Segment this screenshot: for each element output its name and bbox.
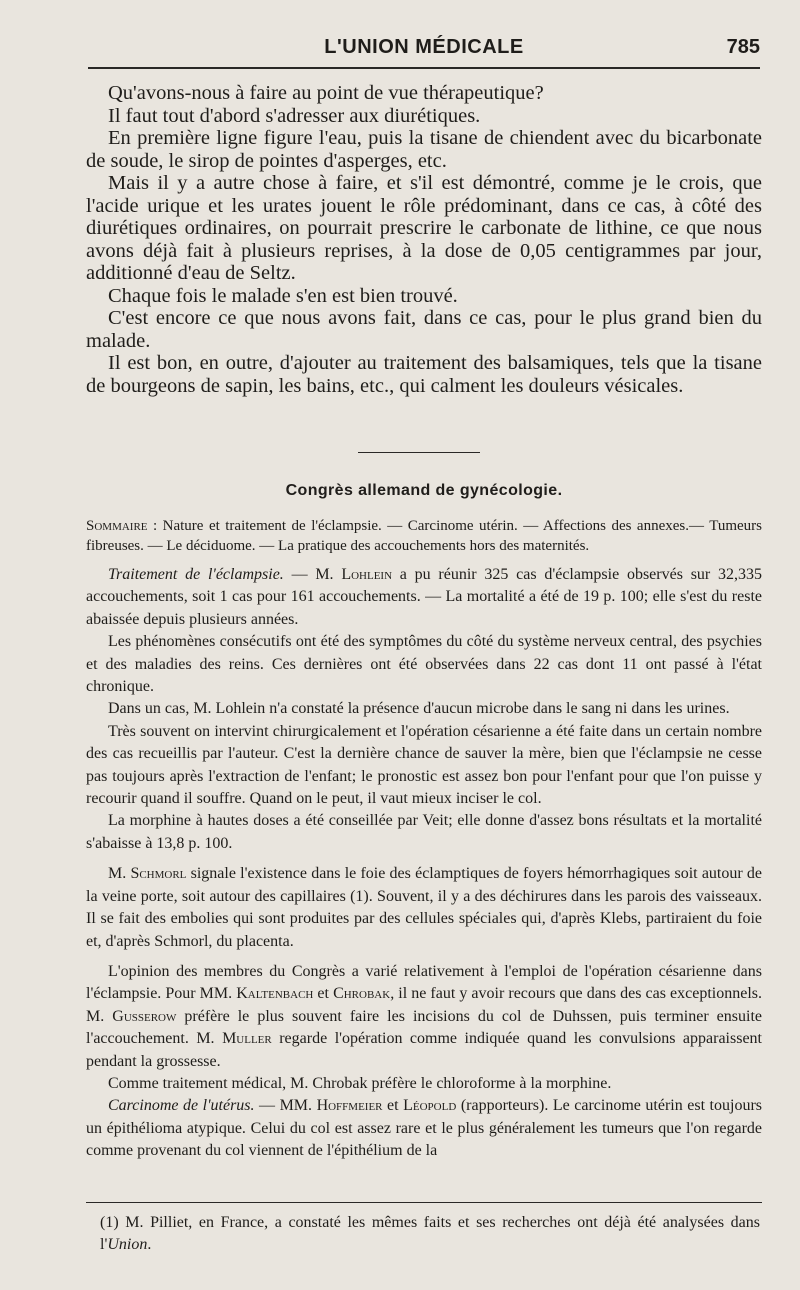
footnote-text: (1) M. Pilliet, en France, a constaté les mêmes faits et ses recherches ont déjà été analysées dans l' <box>100 1214 760 1253</box>
paragraph: Les phénomènes consécutifs ont été des symptômes du côté du système nerveux central, des psychies et des maladies des reins. Ces dernières ont été observées dans 22 cas dont 11 ont passé à l'état chronique. <box>86 633 762 696</box>
author-name: Kaltenbach <box>236 985 314 1003</box>
paragraph: Il est bon, en outre, d'ajouter au traitement des balsamiques, tels que la tisane de bourgeons de sapin, les bains, etc., qui calment les douleurs vésicales. <box>86 352 762 397</box>
paragraph: Traitement de l'éclampsie. — M. Lohlein a pu réunir 325 cas d'éclampsie observés sur 32,335 accouchements, soit 1 cas pour 161 accouchements. — La mortalité a été de 19 p. 100; elle s'est du reste abaissée depuis plusieurs années. <box>86 566 763 628</box>
paragraph: Qu'avons-nous à faire au point de vue thérapeutique? <box>108 82 544 104</box>
author-name: Hoffmeier <box>316 1097 383 1115</box>
author-name: Schmorl <box>130 865 187 883</box>
section-separator <box>358 452 480 453</box>
paragraph-heading: Carcinome de l'utérus. <box>108 1097 255 1115</box>
paragraph: L'opinion des membres du Congrès a varié relativement à l'emploi de l'opération césarienne dans l'éclampsie. Pour MM. Kaltenbach et Chrobak, il ne faut y avoir recours que dans des cas exceptionnels. M. Gusserow préfère le plus souvent faire les incisions du col de Duhssen, puis terminer ensuite l'accouchement. M. Muller regarde l'opération comme indiquée quand les convulsions apparaissent pendant la grossesse. <box>86 962 763 1070</box>
paragraph: Il faut tout d'abord s'adresser aux diurétiques. <box>108 104 481 127</box>
sommaire-label: Sommaire <box>86 518 148 534</box>
footnote-journal: Union <box>107 1236 148 1253</box>
paragraph: La morphine à hautes doses a été conseillée par Veit; elle donne d'assez bons résultats et la mortalité s'abaisse à 13,8 p. 100. <box>86 812 762 852</box>
header-rule <box>88 67 760 69</box>
section-title: Congrès allemand de gynécologie. <box>285 482 563 499</box>
paragraph: Comme traitement médical, M. Chrobak préfère le chloroforme à la morphine. <box>108 1074 612 1092</box>
sommaire <box>86 516 762 556</box>
page-number: 785 <box>726 36 760 58</box>
top-text-block <box>86 82 762 397</box>
paragraph: En première ligne figure l'eau, puis la tisane de chiendent avec du bicarbonate de soude, le sirop de pointes d'asperges, etc. <box>86 127 762 172</box>
paragraph: Carcinome de l'utérus. — MM. Hoffmeier et Léopold (rapporteurs). Le carcinome utérin est toujours un épithélioma atypique. Celui du col est assez rare et le plus généralement les tumeurs que l'on regarde comme provenant du col viennent de l'épithélium de la <box>86 1097 763 1160</box>
author-name: Lohlein <box>341 566 393 583</box>
author-name: Muller <box>222 1030 272 1048</box>
sommaire-text: : Nature et traitement de l'éclampsie. — Carcinome utérin. — Affections des annexes.— Tumeurs fibreuses. — Le déciduome. — La pratique des accouchements hors des maternités. <box>86 518 762 554</box>
running-header <box>88 36 760 68</box>
author-name: Chrobak <box>333 985 391 1003</box>
footnote-rule <box>86 1202 762 1203</box>
journal-title: L'UNION MÉDICALE <box>324 36 524 58</box>
author-name: Gusserow <box>112 1007 177 1025</box>
paragraph: Mais il y a autre chose à faire, et s'il est démontré, comme je le crois, que l'acide urique et les urates jouent le rôle prédominant, dans ce cas, à côté des diurétiques ordinaires, on pourrait prescrire le carbonate de lithine, ce que nous avons déjà fait à plusieurs reprises, à la dose de 0,05 centigrammes par jour, additionné d'eau de Seltz. <box>86 172 762 284</box>
paragraph: M. Schmorl signale l'existence dans le foie des éclamptiques de foyers hémorrhagiques soit autour de la veine porte, soit autour des capillaires (1). Souvent, il y a des déchirures dans les parois des vaisseaux. Il se fait des embolies qui sont produites par des cellules spéciales qui, d'après Klebs, partiraient du foie et, d'après Schmorl, du placenta. <box>86 865 762 950</box>
paragraph: Chaque fois le malade s'en est bien trouvé. <box>108 284 458 307</box>
paragraph: Dans un cas, M. Lohlein n'a constaté la présence d'aucun microbe dans le sang ni dans les urines. <box>108 700 730 718</box>
article-body <box>86 516 762 1163</box>
paragraph: C'est encore ce que nous avons fait, dans ce cas, pour le plus grand bien du malade. <box>86 307 762 352</box>
paragraph-heading: Traitement de l'éclampsie. <box>108 566 284 583</box>
author-name: Léopold <box>403 1097 457 1115</box>
paragraph: Très souvent on intervint chirurgicalement et l'opération césarienne a été faite dans un certain nombre des cas recueillis par l'auteur. C'est la dernière chance de sauver la mère, bien que l'éclampsie ne cesse pas toujours après l'extraction de l'enfant; le pronostic est assez bon pour l'enfant pour que l'on puisse y recourir quand il souffre. Quand on le peut, il vaut mieux inciser le col. <box>86 722 762 808</box>
footnote: (1) M. Pilliet, en France, a constaté les mêmes faits et ses recherches ont déjà été analysées dans l'Union. <box>100 1214 760 1253</box>
